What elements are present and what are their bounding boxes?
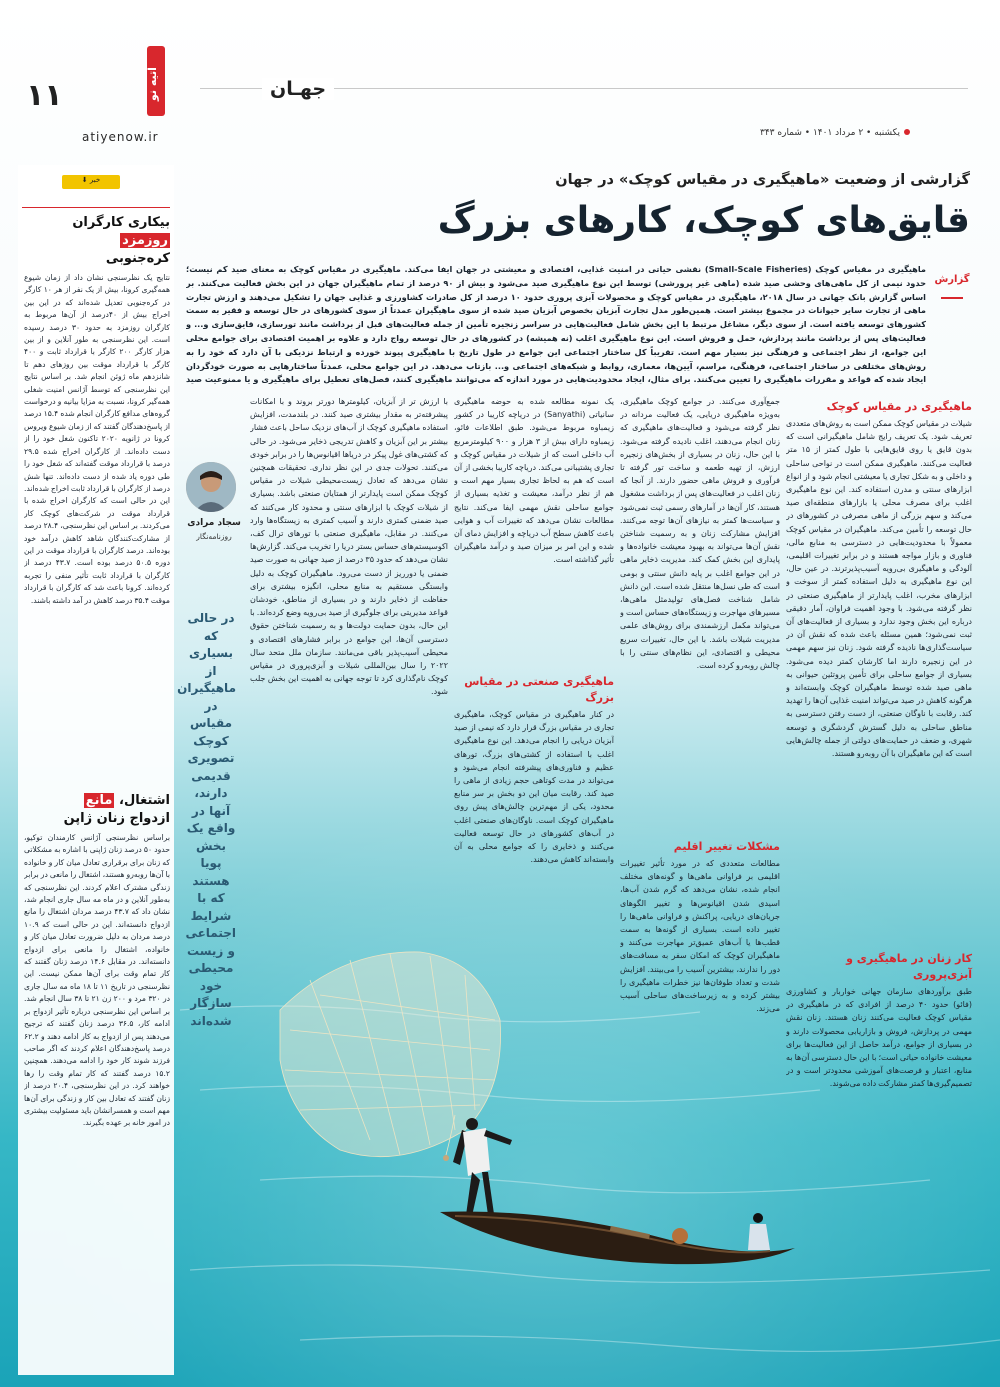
side-news-1 — [24, 214, 170, 772]
side-news-2-body: براساس نظرسنجی آژانس کارمندان توکیو، حدود ۵۰ درصد زنان ژاپنی با اشاره به مشکلاتی که زنان برای برقراری تعادل میان کار و خانواده با آن‌ها روبه‌رو هستند، اشتغال را مانعی در برابر زندگی مشترک اعلام کردند. این نظرسنجی که به‌طور آنلاین و در ماه مه سال جاری انجام شد، نشان داد که ۴۳.۷ درصد مردان اشتغال را مانع ازدواج دانسته‌اند. این در حالی است که ۱۰.۹ درصد مردان به دلیل ضرورت تعادل میان کار و خانواده، اشتغال را مانعی برای ازدواج دانسته‌اند. در مقابل ۱۴.۶ درصد زنان گفتند که کار تمام وقت برای آن‌ها ممکن نیست. این نظرسنجی در تاریخ ۱۱ تا ۱۸ ماه مه سال جاری در ۳۲۰ مرد و ۲۰۰ زن ۲۱ تا ۳۸ سال انجام شد. بر اساس این نظرسنجی درباره تأثیر ازدواج بر ادامه کار، ۳۶.۵ درصد زنان گفتند که ترجیح می‌دهند پس از ازدواج به کار ادامه دهند و ۶۲.۲ درصد پاسخ‌دهندگان اعلام کردند که اگر صاحب فرزند شوند کار خود را ادامه می‌دهند. همچنین ۱۵.۲ درصد گفتند که کار تمام وقت را رها خواهند کرد. در این نظرسنجی، ۲۰.۴ درصد از زنان گفتند که تعادل بین کار و زندگی برای آن‌ها مهم است و همسرانشان باید مسئولیت بیشتری در امور خانه بر عهده بگیرند. — [24, 833, 170, 1128]
issue-dateline: یکشنبه • ۲ مرداد ۱۴۰۱ • شماره ۳۴۳ — [760, 128, 910, 138]
article-title: قایق‌های کوچک، کارهای بزرگ — [437, 200, 970, 241]
article-kicker: گزارشی از وضعیت «ماهیگیری در مقیاس کوچک» در جهان — [555, 172, 970, 188]
newspaper-logo-text: آتیه نو — [146, 67, 159, 101]
subheading-industrial-fishing: ماهیگیری صنعتی در مقیاس بزرگ — [464, 675, 614, 704]
column-3-paragraph-2: در کنار ماهیگیری در مقیاس کوچک، ماهیگیری تجاری در مقیاس بزرگ قرار دارد که نیمی از صید آبزیان دریایی را انجام می‌دهد. این نوع ماهیگیری اغلب با استفاده از کشتی‌های بزرگ، تورهای عظیم و فناوری‌های پیشرفته انجام می‌شود و می‌تواند در مدت کوتاهی حجم زیادی از ماهی را صید کند. رقابت میان این دو بخش بر سر منابع محدود، یکی از مهم‌ترین چالش‌های پیش روی ماهیگیران کوچک است. ناوگان‌های صنعتی اغلب در آب‌های کشورهای در حال توسعه فعالیت می‌کنند و ذخایری را که جوامع محلی به آن وابسته‌اند کاهش می‌دهند. — [454, 710, 614, 865]
newspaper-logo — [133, 46, 179, 116]
website-url[interactable]: atiyenow.ir — [82, 130, 159, 144]
side-news-2 — [24, 792, 170, 1362]
section-title: جهـان — [262, 78, 334, 100]
boat — [440, 1212, 795, 1265]
column-1-paragraph-1: شیلات در مقیاس کوچک ممکن است به روش‌های متعددی تعریف شود. یک تعریف رایج شامل ماهیگیرانی است که بدون قایق یا روی قایق‌هایی با طول کمتر از ۱۵ متر فعالیت می‌کنند. ماهیگیری ممکن است در نواحی ساحلی و داخلی و به شکل تجاری یا معیشتی انجام شود و از انواع ابزارهای سنتی و مدرن استفاده کند. این نوع ماهیگیری اغلب برای مصرف محلی یا بازارهای منطقه‌ای صید می‌کند و سهم بزرگی از ماهی مصرفی در کشورهای در حال توسعه را تأمین می‌کند. ماهیگیران در مقیاس کوچک معمولاً با محدودیت‌هایی در دسترسی به منابع مالی، فناوری و بازار مواجه هستند و در برابر تغییرات اقلیمی، آلودگی و ماهیگیری بی‌رویه آسیب‌پذیرترند. در عین حال، این نوع ماهیگیری به دلیل استفاده کمتر از سوخت و ابزارهای مخرب، اغلب پایدارتر از ماهیگیری صنعتی در نظر گرفته می‌شود. با وجود اهمیت فراوان، آمار دقیقی درباره این بخش وجود ندارد و بسیاری از فعالیت‌های آن ثبت نمی‌شود؛ همین مسئله باعث شده که نقش آن در سیاست‌گذاری‌ها نادیده گرفته شود. زنان نیز سهم مهمی در این زنجیره دارند اما کارشان کمتر دیده می‌شود. بسیاری از جوامع ساحلی برای تأمین پروتئین حیوانی به ماهی صید شده توسط ماهیگیران کوچک وابسته‌اند و هرگونه کاهش در صید می‌تواند امنیت غذایی آن‌ها را تهدید کند. رقابت با ناوگان صنعتی، از دست رفتن دسترسی به مناطق ساحلی به دلیل گسترش گردشگری و توسعه شهری، و ضعف در حمایت‌های دولتی از جمله چالش‌هایی است که این ماهیگیران با آن روبه‌رو هستند. — [786, 419, 972, 759]
article-label-underline — [941, 297, 963, 299]
column-2-paragraph-2: مطالعات متعددی که در مورد تأثیر تغییرات اقلیمی بر فراوانی ماهی‌ها و گونه‌های مختلف انجام شده، نشان می‌دهد که گرم شدن آب‌ها، اسیدی شدن اقیانوس‌ها و تغییر الگوهای جریان‌های دریایی، پراکنش و فراوانی ماهی‌ها را تغییر داده است. بسیاری از گونه‌ها به سمت قطب‌ها یا آب‌های عمیق‌تر مهاجرت می‌کنند و ماهیگیران کوچک که امکان سفر به مسافت‌های دور را ندارند، بیشترین آسیب را می‌بینند. افزایش شدت و تعداد طوفان‌ها نیز خطرات ماهیگیری را بیشتر کرده و به زیرساخت‌های ساحلی آسیب می‌زند. — [620, 859, 780, 1014]
column-2-paragraph-1: جمع‌آوری می‌کنند. در جوامع کوچک ماهیگیری، به‌ویژه ماهیگیری دریایی، یک فعالیت مردانه در نظر گرفته می‌شود و فعالیت‌های ماهیگیری که زنان انجام می‌دهند، اغلب نادیده گرفته می‌شود. با این حال، زنان در بسیاری از بخش‌های زنجیره ارزش، از تهیه طعمه و ساخت تور گرفته تا فرآوری و فروش ماهی حضور دارند. از آنجا که زنان اغلب در فعالیت‌های پس از برداشت مشغول هستند، کار آن‌ها در آمارهای رسمی ثبت نمی‌شود و سیاست‌ها کمتر به نیازهای آن‌ها توجه می‌کنند. افزایش مشارکت زنان و به رسمیت شناختن نقش آن‌ها می‌تواند به بهبود معیشت خانواده‌ها و پایداری این بخش کمک کند. مدیریت ذخایر ماهی در این جوامع اغلب بر پایه دانش سنتی و بومی است که طی نسل‌ها منتقل شده است. این دانش شامل شناخت فصل‌های تولیدمثل ماهی‌ها، مسیرهای مهاجرت و زیستگاه‌های حساس است و می‌تواند مکمل ارزشمندی برای روش‌های علمی مدیریت شیلات باشد. با این حال، تغییرات سریع محیطی و اقتصادی، این نظام‌های سنتی را با چالش روبه‌رو کرده است. — [620, 397, 780, 671]
headline-highlight: مانع — [85, 793, 113, 808]
column-1-paragraph-2: طبق برآوردهای سازمان جهانی خواربار و کشاورزی (فائو) حدود ۴۰ درصد از افرادی که در ماهیگیری در مقیاس کوچک فعالیت می‌کنند زنان هستند. زنان نقش مهمی در پردازش، فروش و بازاریابی محصولات دارند و در بسیاری از جوامع، درآمد حاصل از این فعالیت‌ها برای معیشت خانواده حیاتی است؛ با این حال دسترسی آن‌ها به منابع، اعتبار و فرصت‌های آموزشی محدودتر است و در تصمیم‌گیری‌ها کمتر مشارکت داده می‌شوند. — [786, 987, 972, 1089]
article-column-2 — [620, 395, 780, 1027]
dateline-bullet-icon — [904, 129, 910, 135]
arrow-down-icon: ⬇ — [81, 176, 88, 184]
article-column-3 — [454, 395, 614, 978]
side-news-1-headline: بیکاری کارگران روزمزد کره‌جنوبی — [72, 215, 170, 266]
side-news-1-body: نتایج یک نظرسنجی نشان داد از زمان شیوع همه‌گیری کرونا، بیش از یک نفر از هر ۱۰ کارگر در کره‌جنوبی تعدیل شده‌اند که در این بین اخراج بیش از ۴۰درصد از آن‌ها مربوط به کارگران روزمزد به حدود ۳۰ درصد رسیده است. این نظرسنجی به طور آنلاین و از بین هزار کارگر ۲۰۰ کارگر با قرارداد ثابت و ۴۰۰ کارگر با قرارداد موقت بین روزهای دهم تا شانزدهم ماه ژوئن انجام شد. بر اساس نتایج این نظرسنجی که توسط آژانس امنیت شغلی همه‌گیر کرونا، نسبت به مزایا بیانیه و درخواست گروه‌های مدافع کارگران انجام شده ۱۵.۴ درصد از پاسخ‌دهندگان گفتند که از زمان شیوع ویروس کرونا در ژانویه ۲۰۲۰ تاکنون شغل خود را از دست داده‌اند. از کارگران اخراج شده ۲۹.۵ درصد با قرارداد موقت گفته‌اند که شغل خود را طی دوره یاد شده از دست داده‌اند. تنها شش درصد از کارگران با قرارداد ثابت اخراج شده‌اند. این در حالی است که کارگران اخراج شده با قرارداد موقت در شرکت‌های کوچک کار می‌کردند. بر اساس این نظرسنجی، ۲۸.۴ درصد از مشارکت‌کنندگان شاهد کاهش درآمد خود بوده‌اند. درصد کارگران با قرارداد موقت در این دوره ۵۰.۵ درصد بوده است. ۴۳.۷ درصد از کارگران با قرارداد ثابت تأثیر منفی را تجربه کرده‌اند. کرونا باعث شد که کارگران با قرارداد موقت ۳۵.۴ درصد کاهش در آمد داشته باشند. — [24, 273, 170, 605]
subheading-climate-change: مشکلات تغییر اقلیم — [673, 840, 780, 853]
headline-highlight: روزمزد — [122, 233, 168, 248]
subheading-small-scale: ماهیگیری در مقیاس کوچک — [826, 400, 972, 413]
author-name: سجاد مرادی — [187, 518, 241, 528]
article-label: گزارش — [934, 274, 970, 285]
seated-person-in-boat — [748, 1213, 770, 1250]
article-column-4 — [250, 395, 448, 915]
author-role: روزنامه‌نگار — [196, 532, 232, 541]
pull-quote: در حالی که بسیاری از ماهیگیران در مقیاس کوچک تصویری قدیمی دارند، آنها در واقع یک بخش پویا هستند که با شرایط اجتماعی و زیست محیطی خود سازگار شده‌اند — [177, 611, 236, 1028]
column-4-paragraph-1: با ارزش تر از آبزیان، کیلومترها دورتر بروند و با امکانات پیشرفته‌تر به مقدار بیشتری صید کنند. در بلندمدت، افزایش استفاده ماهیگیری کوچک از آب‌های نزدیک ساحل باعث فشار بیشتر بر این آبزیان و کاهش تدریجی ذخایر می‌شود. در حالی که کشتی‌های غول پیکر در دریاها اقیانوس‌ها را در برابر خودی می‌کنند. تحولات جدی در این نظر نداری. تحقیقات همچنین نشان می‌دهد که تعادل زیست‌محیطی شیلات در مقیاس کوچک ممکن است پایدارتر از همتایان صنعتی باشد. بسیاری از شیلات کوچک با ابزارهای سنتی و محدود کار می‌کنند که صید ضمنی کمتری دارند و آسیب کمتری به زیستگاه‌ها وارد می‌کنند. در مقابل، ماهیگیری صنعتی با تورهای ترال کف، اکوسیستم‌های حساس بستر دریا را تخریب می‌کند. گزارش‌ها نشان می‌دهد که حدود ۳۵ درصد از صید جهانی به صورت صید ضمنی یا دورریز از دست می‌رود. ماهیگیران کوچک به دلیل وابستگی مستقیم به منابع محلی، انگیزه بیشتری برای حفاظت از ذخایر دارند و در بسیاری از مناطق، خودشان قواعد مدیریتی برای جلوگیری از صید بی‌رویه وضع کرده‌اند. با این حال، بدون حمایت دولت‌ها و به رسمیت شناختن حقوق دسترسی آن‌ها، این جوامع در برابر فشارهای اقتصادی و محیطی آسیب‌پذیر باقی می‌مانند. سازمان ملل متحد سال ۲۰۲۲ را سال بین‌المللی شیلات و آبزی‌پروری در مقیاس کوچک نام‌گذاری کرد تا توجه جهانی به اهمیت این بخش جلب شود. — [250, 397, 448, 697]
subheading-women-work: کار زنان در ماهیگیری و آبزی‌پروری — [846, 952, 972, 981]
page-number: ۱۱ — [26, 78, 63, 113]
news-tab-label: خبر ⬇ — [81, 176, 101, 184]
side-divider — [22, 207, 170, 208]
article-lead: ماهیگیری در مقیاس کوچک (Small-Scale Fisheries) نقشی حیاتی در امنیت غذایی، اقتصادی و معیشتی در جهان ایفا می‌کند. ماهیگیری در مقیاس کوچک به معنای صید کم نیست؛ حدود نیمی از کل ماهی‌های وحشی صید شده (ماهی غیر پرورشی) توسط این نوع ماهیگیری صید می‌شود و بیش از ۹۰ درصد از تمام ماهیگیران جهان در این بخش فعالیت می‌کنند. بر اساس گزارش بانک جهانی در سال ۲۰۱۸، ماهیگیری در مقیاس کوچک و محصولات آبزی پروری حدود ۱۰ درصد از کل صادرات کشاورزی و غذایی جهان را تشکیل می‌دهند و ارزش تجارت ماهی از تجارت سایر حیوانات در مجموع بیشتر است. همین‌طور مدل تجارت آبزیان بخصوص آبزیان صید شده از سوی ماهیگیران عمدتاً از سوی کشورهای در حال توسعه و فقیر به سمت کشورهای توسعه یافته است. از سوی دیگر، مشاغل مرتبط با این بخش شامل فعالیت‌هایی در سراسر زنجیره تأمین از جمله فعالیت‌های قبل از برداشت مانند تورسازی، قایق‌سازی و... و فعالیت‌های پس از برداشت مانند پردازش، حمل و فروش است. این نوع ماهیگیری اغلب (نه همیشه) در کشورهای در حال توسعه رواج دارد و علاوه بر اهمیت اقتصادی برای جوامع محلی این جوامع، از نظر اجتماعی و فرهنگی نیز بسیار مهم است. تقریباً کل ساختار اجتماعی این جوامع در طول تاریخ با ماهیگیری پیوند خورده و ارتباط نزدیکی با آن دارد که خود را به روش‌های مختلفی در ساختار اجتماعی، فرهنگی، مراسم، آیین‌ها، معماری، روابط و شبکه‌های اجتماعی و... بازتاب می‌دهد. در این جوامع محلی، عمدتاً ساختارهایی به صورت خودگردان ایجاد شده که قواعد و مقررات ماهیگیری را تعیین می‌کنند. برای مثال، ایجاد محدودیت‌هایی در مورد اندازه که می‌توانند ماهیگیری کنند، فصل‌های تعطیل برای ماهیگیری و یا ممنوعیت صید — [186, 264, 926, 385]
side-news-2-headline: اشتغال، مانع ازدواج زنان ژاپن — [63, 793, 170, 826]
author-avatar — [186, 462, 236, 512]
fisherman — [453, 1118, 512, 1216]
column-3-paragraph-1: یک نمونه مطالعه شده به حوضه ماهیگیری سانیاتی (Sanyathi) در دریاچه کاریبا در کشور زیمباوه مربوط می‌شود. طبق اطلاعات فائو، زیمباوه دارای بیش از ۳ هزار و ۹۰۰ کیلومترمربع آب داخلی است که از شیلات در مقیاس کوچک و تجاری پشتیبانی می‌کند. دریاچه کاریبا بخشی از آن است که هم به لحاظ تجاری بسیار مهم است و هم از نظر درآمد، معیشت و تغذیه بسیاری از جوامع ساحلی نقش مهمی ایفا می‌کند. نتایج مطالعات نشان می‌دهد که تغییرات آب و هوایی باعث کاهش سطح آب دریاچه و افزایش دمای آن شده و این امر بر میزان صید و درآمد ماهیگیران تأثیر گذاشته است. — [454, 397, 614, 565]
article-column-1 — [786, 395, 972, 1145]
